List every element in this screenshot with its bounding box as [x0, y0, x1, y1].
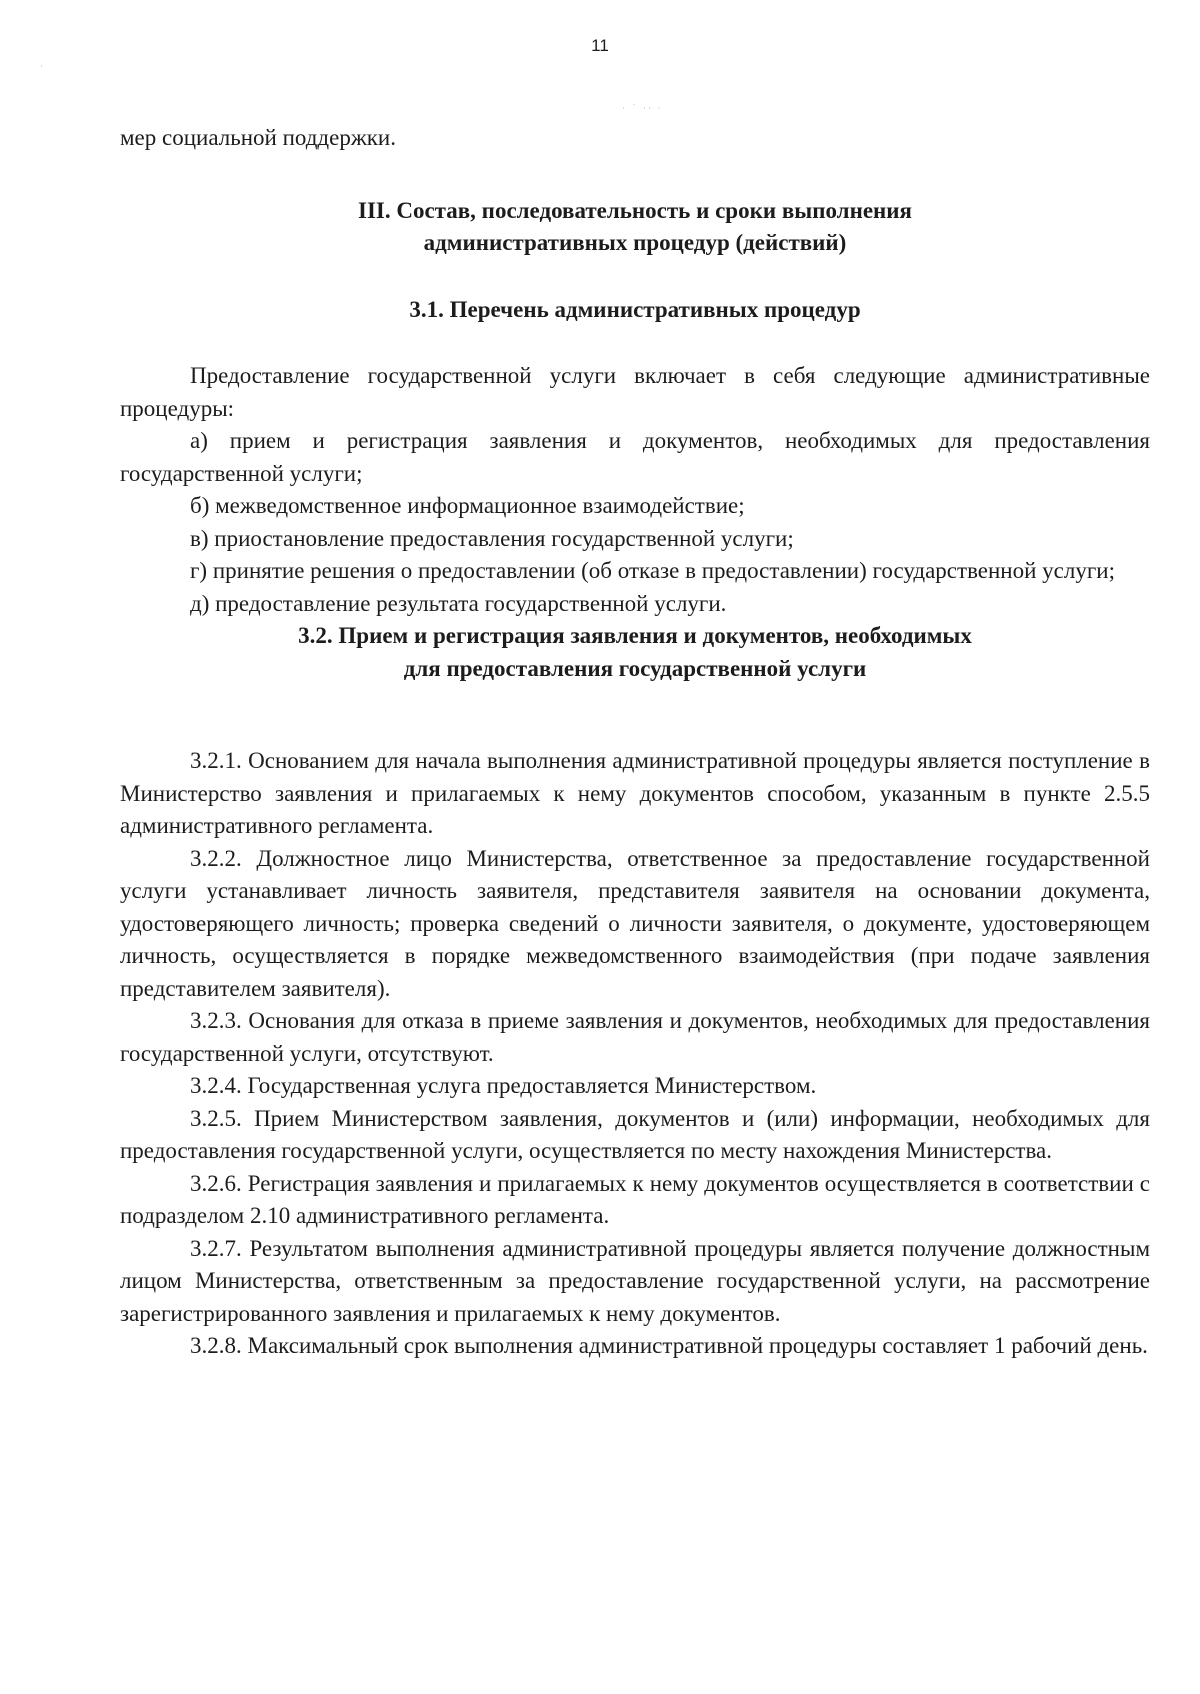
- subsection-3-2-heading: [120, 620, 1150, 685]
- paragraph-3-2-7: 3.2.7. Результатом выполнения административной процедуры является получение должностным лицом Министерства, ответственным за предоставление государственной услуги, на рассмотрение зарегистрированного заявления и прилагаемых к нему документов.: [120, 1235, 1150, 1326]
- procedure-list-item: д) предоставление результата государственной услуги.: [190, 590, 727, 616]
- paragraph-3-2-1: 3.2.1. Основанием для начала выполнения административной процедуры является поступление в Министерство заявления и прилагаемых к нему документов способом, указанным в пункте 2.5.5 административного регламента.: [120, 748, 1150, 838]
- paragraph-3-2-5: 3.2.5. Прием Министерством заявления, документов и (или) информации, необходимых для предоставления государственной услуги, осуществляется по месту нахождения Министерства.: [120, 1105, 1150, 1163]
- section-heading: [120, 195, 1150, 260]
- procedure-list-item: в) приостановление предоставления государственной услуги;: [190, 525, 794, 551]
- paragraph-3-2-8: 3.2.8. Максимальный срок выполнения административной процедуры составляет 1 рабочий день.: [190, 1333, 1148, 1358]
- procedure-list-item: г) принятие решения о предоставлении (об отказе в предоставлении) государственной услуги;: [190, 558, 1115, 583]
- paragraph-3-2-3: 3.2.3. Основания для отказа в приеме заявления и документов, необходимых для предоставления государственной услуги, отсутствуют.: [120, 1008, 1150, 1066]
- document-body: [120, 122, 1150, 1363]
- procedure-list-item: б) межведомственное информационное взаимодействие;: [190, 493, 745, 518]
- subsection-3-2-heading-line-2: для предоставления государственной услуги: [403, 655, 867, 681]
- section-heading-line-2: административных процедур (действий): [423, 230, 847, 255]
- scan-artifact-mark: · ˙ ·· ·: [622, 104, 663, 114]
- paragraph-3-2-4: 3.2.4. Государственная услуга предоставляется Министерством.: [190, 1073, 817, 1098]
- intro-line: мер социальной поддержки.: [120, 125, 396, 150]
- paragraph-3-2-6: 3.2.6. Регистрация заявления и прилагаемых к нему документов осуществляется в соответствии с подразделом 2.10 административного регламента.: [120, 1170, 1150, 1228]
- page-number: 11: [591, 36, 609, 55]
- subsection-3-1-heading: 3.1. Перечень административных процедур: [409, 296, 861, 322]
- section-heading-line-1: III. Состав, последовательность и сроки выполнения: [358, 197, 912, 223]
- subsection-3-1-lead: Предоставление государственной услуги включает в себя следующие административные процедуры:: [120, 363, 1150, 421]
- procedure-list-item: а) прием и регистрация заявления и документов, необходимых для предоставления государственной услуги;: [120, 428, 1150, 486]
- paragraph-3-2-2: 3.2.2. Должностное лицо Министерства, ответственное за предоставление государственной услуги устанавливает личность заявителя, представителя заявителя на основании документа, удостоверяющего личность; проверка сведений о личности заявителя, о документе, удостоверяющем личность, осуществляется в порядке межведомственного взаимодействия (при подаче заявления представителем заявителя).: [120, 845, 1150, 1001]
- subsection-3-2-heading-line-1: 3.2. Прием и регистрация заявления и документов, необходимых: [298, 623, 972, 648]
- scan-artifact-mark: ·: [40, 62, 43, 72]
